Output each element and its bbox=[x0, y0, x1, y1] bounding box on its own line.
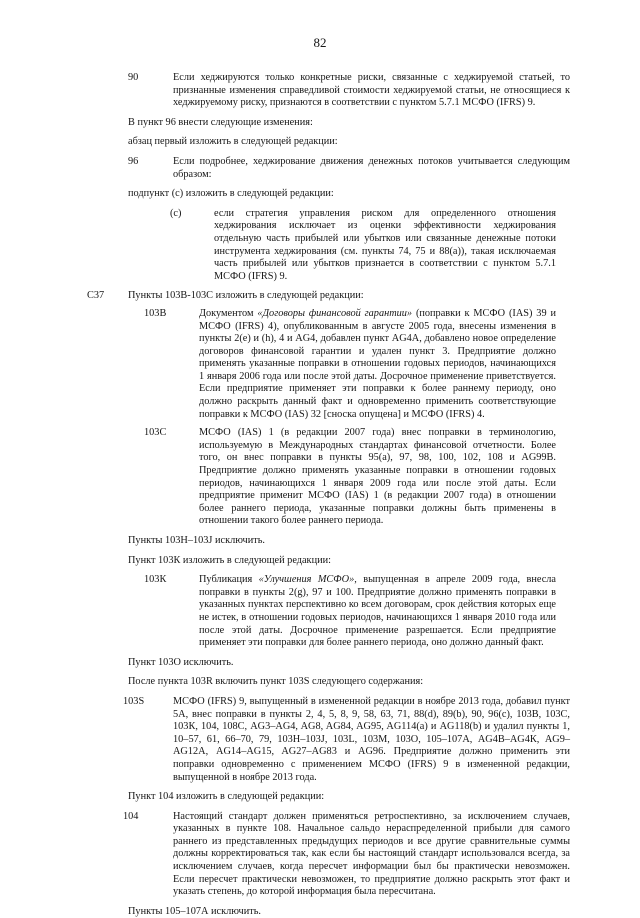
paragraph-number: 103В bbox=[144, 307, 167, 319]
instruction-103h: Пункты 103Н–103J исключить. bbox=[128, 535, 265, 546]
paragraph-103k bbox=[144, 574, 556, 650]
paragraph-number: 90 bbox=[128, 72, 139, 83]
paragraph-104 bbox=[123, 810, 570, 899]
instruction-96: В пункт 96 внести следующие изменения: bbox=[128, 116, 313, 128]
paragraph-96 bbox=[128, 155, 570, 181]
instruction-104: Пункт 104 изложить в следующей редакции: bbox=[128, 791, 325, 803]
paragraph-103c bbox=[144, 427, 556, 528]
paragraph-text: МСФО (IFRS) 9, выпущенный в измененной редакции в ноябре 2013 года, добавил пункт 5А, внес поправки в пункты 2, 4, 5, 8, 9, 58, 63, 71, 88(d), 89(b), 90, 96(c), 103В, 103С, 103К, 104, 108С, AG3–AG4, AG8, AG84, AG95, AG114(a) и AG118(b) и удалил пункты 1, 10–57, 61, 66–70, 79, 103Н–103J, 103L, 103М, 103О, 105–107А, AG4В–AG4К, AG9–AG12А, AG14–AG15, AG27–AG83 и AG96. Предприятие должно применить эти поправки одновременно с применением МСФО (IFRS) 9 в измененной редакции, выпущенной в ноябре 2013 года. bbox=[173, 695, 570, 783]
paragraph-number: 103С bbox=[144, 427, 167, 439]
paragraph-103s bbox=[123, 695, 570, 784]
instruction-abzac: абзац первый изложить в следующей редакции: bbox=[128, 136, 338, 148]
paragraph-text-post: , выпущенная в апреле 2009 года, внесла поправки в пункты 2(g), 97 и 100. Предприятие должно применять поправки в указанных пунктах перспективно ко всем договорам, срок действия которых еще не истек, в отношении годовых периодов, начинающихся 1 января 2010 года или после этой даты. Досрочное применение разрешается. Если предприятие применяет эти поправки для более раннего периода, оно должно данный факт. bbox=[199, 574, 556, 649]
instruction-105: Пункты 105–107А исключить. bbox=[128, 905, 261, 917]
paragraph-text-pre: Документом bbox=[199, 307, 258, 319]
instruction-103o: Пункт 103О исключить. bbox=[128, 656, 234, 668]
paragraph-103b bbox=[144, 307, 556, 421]
paragraph-text-post: (поправки к МСФО (IAS) 39 и МСФО (IFRS) 4), опубликованным в августе 2005 года, внесены изменения в пункты 2(е) и (h), 4 и AG4, добавлен пункт AG4A, добавлено новое определение договоров финансовой гарантии и удален пункт 3. Предприятие должно применять указанные поправки в отношении годовых периодов, начинающихся 1 января 2006 года или после этой даты. Досрочное применение приветствуется. Если предприятие применяет эти поправки к более раннему периоду, оно должно раскрыть данный факт и одновременно применить соответствующие поправки к МСФО (IAS) 32 [сноска опущена] и МСФО (IFRS) 4. bbox=[199, 307, 556, 420]
paragraph-number: 103К bbox=[144, 574, 167, 586]
section-tag: C37 bbox=[87, 290, 105, 302]
subparagraph-number: (c) bbox=[170, 207, 182, 219]
document-body bbox=[0, 72, 640, 918]
paragraph-text: Если подробнее, хеджирование движения денежных потоков учитывается следующим образом: bbox=[173, 155, 570, 180]
publication-title: «Улучшения МСФО» bbox=[258, 574, 355, 586]
instruction-103k: Пункт 103К изложить в следующей редакции: bbox=[128, 554, 331, 566]
paragraph-number: 104 bbox=[123, 810, 139, 822]
section-text: Пункты 103В-103С изложить в следующей редакции: bbox=[128, 290, 364, 302]
paragraph-text: Если хеджируются только конкретные риски, связанные с хеджируемой статьей, то признанные изменения справедливой стоимости хеджируемой статьи, не относящиеся к хеджируемому риску, признаются в соответствии с пунктом 5.7.1 МСФО (IFRS) 9. bbox=[173, 72, 570, 109]
paragraph-text: Настоящий стандарт должен применяться ретроспективно, за исключением случаев, указанных в пункте 108. Начальное сальдо нераспределенной прибыли для самого раннего из представленных предыдущих периодов и все другие сравнительные суммы должны корректироваться так, как если бы настоящий стандарт использовался всегда, за исключением случаев, когда пересчет информации был бы практически невозможен. Если пересчет практически невозможен, то предприятие должно раскрыть этот факт и указать степень, до которой информация была пересчитана. bbox=[173, 810, 570, 898]
paragraph-text: МСФО (IAS) 1 (в редакции 2007 года) внес поправки в терминологию, используемую в Международных стандартах финансовой отчетности. Более того, он внес поправки в пункты 95(а), 97, 98, 100, 102, 108 и AG99B. Предприятие должно применять указанные поправки в отношении годовых периодов, начинающихся 1 января 2009 года или после этой даты. Если предприятие применит МСФО (IAS) 1 (в редакции 2007 года) в отношении более раннего периода, указанные поправки должны быть применены в отношении такого более раннего периода. bbox=[199, 427, 556, 527]
page-number: 82 bbox=[313, 35, 327, 50]
instruction-podpunkt: подпункт (c) изложить в следующей редакции: bbox=[128, 188, 334, 200]
paragraph-text-pre: Публикация bbox=[199, 574, 259, 586]
paragraph-number: 96 bbox=[128, 155, 139, 167]
subparagraph-text: если стратегия управления риском для определенного отношения хеджирования исключает из оценки эффективности хеджирования отдельную часть прибылей или убытков или связанные денежные потоки инструмента хеджирования (см. пункты 74, 75 и 88(а)), такая исключаемая часть прибылей или убытков признается в соответствии с пунктом 5.7.1 МСФО (IFRS) 9. bbox=[214, 207, 556, 282]
subparagraph-c bbox=[170, 207, 556, 284]
instruction-103r: После пункта 103R включить пункт 103S следующего содержания: bbox=[128, 676, 424, 688]
section-c37 bbox=[87, 290, 570, 303]
document-title: «Договоры финансовой гарантии» bbox=[257, 307, 413, 319]
paragraph-90 bbox=[128, 72, 570, 110]
paragraph-number: 103S bbox=[123, 695, 145, 707]
